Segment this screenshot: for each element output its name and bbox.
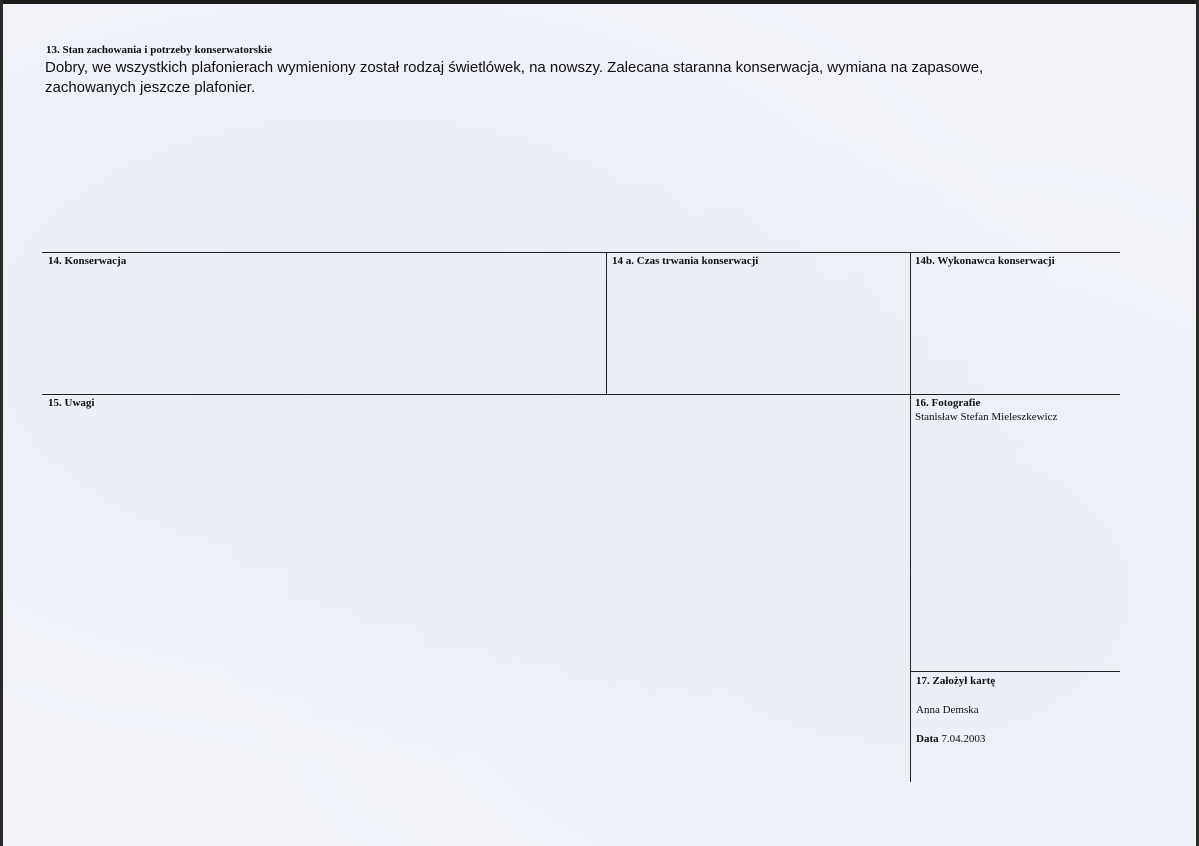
section-14b-label: 14b. Wykonawca konserwacji [915,255,1055,267]
grid-divider-14a [606,252,607,394]
scan-left-edge [0,0,3,846]
date-value: 7.04.2003 [941,733,986,745]
section-17-date [916,733,985,745]
grid-line-middle [42,394,1120,395]
section-15-label: 15. Uwagi [48,397,95,409]
section-16-value: Stanisław Stefan Mieleszkewicz [915,411,1058,423]
section-13-label: 13. Stan zachowania i potrzeby konserwatorskie [46,44,273,56]
section-14a-label: 14 a. Czas trwania konserwacji [612,255,759,267]
grid-divider-14b [910,252,911,394]
section-17-value: Anna Demska [916,704,979,716]
grid-divider-16 [910,394,911,782]
section-13-text: Dobry, we wszystkich plafonierach wymieniony został rodzaj świetlówek, na nowszy. Zalecana staranna konserwacja, wymiana na zapasowe, zachowanych jeszcze plafonier. [45,59,984,96]
grid-line-top [42,252,1120,253]
section-16-label: 16. Fotografie [915,397,981,409]
date-label: Data [916,733,939,745]
grid-line-section-17 [910,671,1120,672]
section-14-label: 14. Konserwacja [48,255,127,267]
section-17-label: 17. Założył kartę [916,675,996,687]
scan-top-edge [0,0,1199,4]
